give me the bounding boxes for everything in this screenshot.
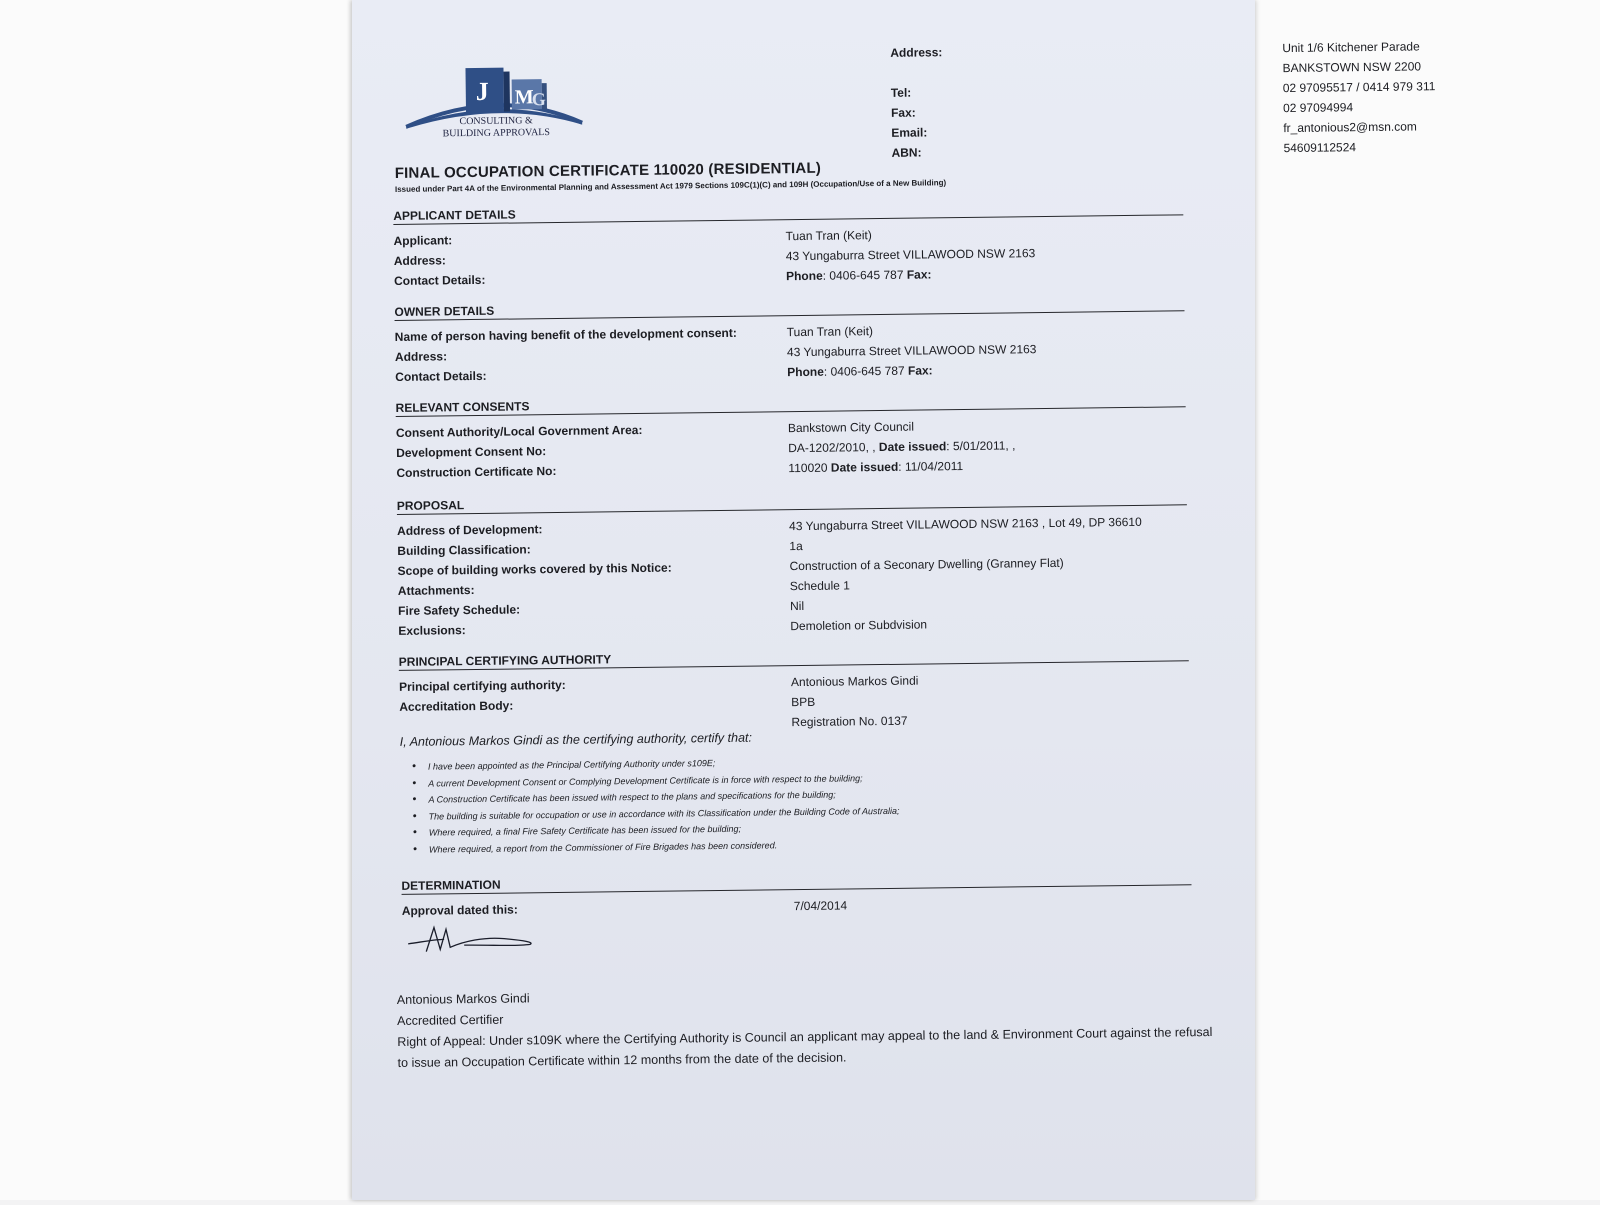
- phone-value: : 0406-645 787: [822, 267, 907, 283]
- field-label: Development Consent No:: [396, 444, 547, 460]
- contact-block: [890, 36, 1463, 163]
- fax-label: Fax:: [906, 267, 932, 282]
- dev-consent-no: DA-1202/2010, ,: [788, 440, 879, 456]
- signature: [404, 918, 544, 960]
- certification-item: ● The building is suitable for occupation or use in accordance with its Classification under the Building Code of Australia;: [413, 802, 900, 824]
- contact-value: Unit 1/6 Kitchener Parade: [1282, 39, 1420, 56]
- date-issued-label: Date issued: [878, 439, 947, 455]
- applicant-section: [393, 199, 1184, 291]
- dev-date: : 5/01/2011, ,: [946, 438, 1016, 454]
- field-label: Principal certifying authority:: [398, 677, 566, 694]
- logo-letter-m: M: [514, 86, 534, 109]
- background-left: [0, 0, 352, 1200]
- fax-label: Fax:: [907, 363, 933, 378]
- certification-item: ● I have been appointed as the Principal Certifying Authority under s109E;: [412, 753, 899, 775]
- field-label: Fire Safety Schedule:: [398, 602, 521, 618]
- accreditation-body: BPB: [791, 694, 816, 710]
- cc-no: 110020: [788, 460, 831, 476]
- field-label: Building Classification:: [397, 542, 531, 558]
- attachments: Schedule 1: [789, 578, 850, 594]
- certificate-subtitle: Issued under Part 4A of the Environmental Planning and Assessment Act 1979 Sections 109C(1)(C) and 109H (Occupation/Use of a New Building): [394, 178, 947, 194]
- building-classification: 1a: [789, 538, 803, 554]
- field-label: Construction Certificate No:: [396, 463, 557, 480]
- development-address: 43 Yungaburra Street VILLAWOOD NSW 2163 , Lot 49, DP 36610: [789, 514, 1142, 534]
- section-heading: OWNER DETAILS: [394, 295, 1184, 321]
- section-heading: PROPOSAL: [397, 489, 1187, 515]
- field-label: Name of person having benefit of the development consent:: [394, 325, 737, 344]
- certifier-role: Accredited Certifier: [397, 1012, 504, 1028]
- contact-label: Email:: [891, 125, 928, 140]
- section-heading: APPLICANT DETAILS: [393, 199, 1183, 225]
- field-label: Exclusions:: [398, 623, 466, 638]
- logo-caption: [441, 115, 551, 140]
- proposal-section: [397, 489, 1189, 641]
- determination-section: [401, 869, 1191, 921]
- section-heading: DETERMINATION: [401, 869, 1191, 895]
- fire-safety-schedule: Nil: [789, 598, 805, 614]
- certification-item: ● Where required, a final Fire Safety Certificate has been issued for the building;: [413, 819, 900, 841]
- pca-section: [399, 645, 1190, 737]
- section-heading: PRINCIPAL CERTIFYING AUTHORITY: [399, 645, 1189, 671]
- exclusions: Demoletion or Subdvision: [790, 617, 928, 634]
- logo-line2: BUILDING APPROVALS: [442, 127, 551, 140]
- certification-item: ● Where required, a report from the Commissioner of Fire Brigades has been considered.: [413, 835, 900, 857]
- owner-section: [394, 295, 1185, 387]
- consents-section: [396, 391, 1187, 483]
- field-label: Accreditation Body:: [399, 698, 514, 714]
- field-label: Applicant:: [393, 233, 453, 248]
- applicant-contact: [786, 261, 1184, 286]
- field-label: Approval dated this:: [401, 902, 518, 918]
- contact-label: ABN:: [891, 145, 922, 160]
- field-label: Contact Details:: [395, 368, 487, 384]
- certification-item: ● A current Development Consent or Complying Development Certificate is in force with respect to the building;: [412, 769, 899, 791]
- contact-value: 02 97094994: [1282, 100, 1354, 116]
- owner-contact: [787, 357, 1185, 382]
- field-label: Attachments:: [397, 583, 475, 598]
- field-label: Scope of building works covered by this Notice:: [397, 560, 672, 578]
- owner-address: 43 Yungaburra Street VILLAWOOD NSW 2163: [786, 342, 1037, 360]
- phone-label: Phone: [785, 268, 823, 284]
- section-heading: RELEVANT CONSENTS: [396, 391, 1186, 417]
- consent-authority: Bankstown City Council: [787, 419, 915, 436]
- contact-label: Fax:: [890, 105, 916, 120]
- date-issued-label: Date issued: [830, 459, 899, 475]
- footer: [397, 980, 1218, 1074]
- pca-name: Antonious Markos Gindi: [790, 673, 919, 690]
- scope-of-works: Construction of a Seconary Dwelling (Granney Flat): [789, 555, 1064, 574]
- owner-name: Tuan Tran (Keit): [786, 324, 874, 340]
- cc-date: : 11/04/2011: [898, 459, 964, 474]
- certify-intro: I, Antonious Markos Gindi as the certifying authority, certify that:: [399, 730, 753, 749]
- field-label: Address:: [393, 253, 446, 268]
- contact-value: fr_antonious2@msn.com: [1283, 119, 1417, 136]
- certificate-title: FINAL OCCUPATION CERTIFICATE 110020 (RESIDENTIAL): [394, 159, 822, 182]
- certificate-paper: [352, 0, 1436, 1200]
- contact-value: 54609112524: [1283, 140, 1357, 156]
- contact-value: BANKSTOWN NSW 2200: [1282, 59, 1422, 76]
- contact-label: Address:: [890, 45, 943, 60]
- contact-label: Tel:: [890, 85, 912, 100]
- applicant-name: Tuan Tran (Keit): [785, 228, 872, 244]
- field-label: Address of Development:: [397, 522, 543, 538]
- field-label: Consent Authority/Local Government Area:: [395, 422, 643, 440]
- registration-no: Registration No. 0137: [791, 713, 908, 730]
- construction-certificate: [788, 453, 1186, 478]
- certifier-name: Antonious Markos Gindi: [396, 991, 530, 1007]
- logo-letter-j: J: [475, 76, 489, 106]
- field-label: Contact Details:: [393, 272, 486, 288]
- phone-value: : 0406-645 787: [823, 363, 909, 379]
- background-right: [1255, 0, 1600, 1200]
- certification-list: [412, 753, 900, 858]
- contact-value: 02 97095517 / 0414 979 311: [1282, 79, 1436, 96]
- logo-letter-g: G: [531, 89, 546, 110]
- logo-line1: CONSULTING &: [459, 115, 533, 128]
- field-label: Address:: [394, 349, 448, 364]
- phone-label: Phone: [787, 364, 824, 380]
- right-of-appeal: Right of Appeal: Under s109K where the Certifying Authority is Council an applicant may appeal to the land & Environment Court against the refusal to issue an Occupation Certificate within 12 months from the date of the decision.: [397, 1025, 1213, 1070]
- applicant-address: 43 Yungaburra Street VILLAWOOD NSW 2163: [785, 246, 1036, 264]
- approval-date: 7/04/2014: [793, 898, 848, 914]
- certification-item: ● A Construction Certificate has been issued with respect to the plans and specifications for the building;: [412, 786, 899, 808]
